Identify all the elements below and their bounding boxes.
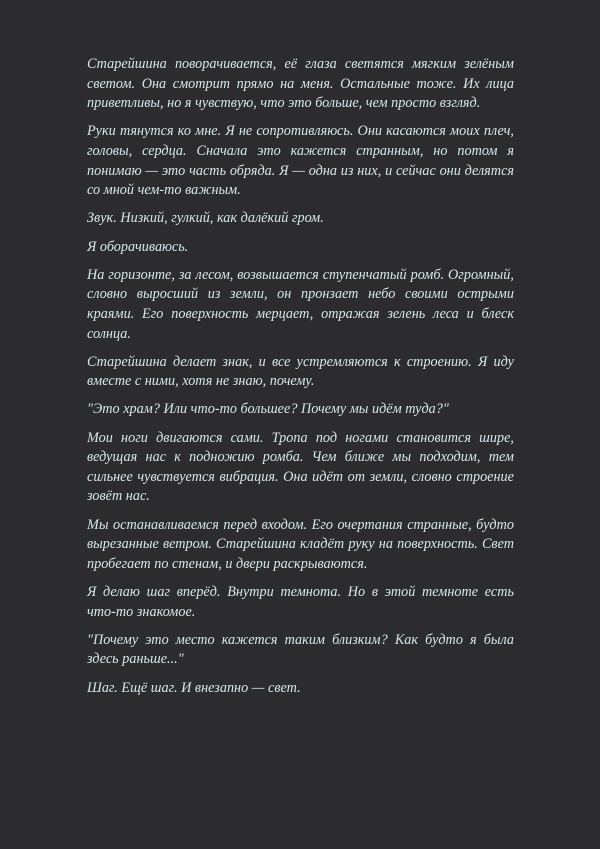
paragraph-temple-question: "Это храм? Или что-то большее? Почему мы идём туда?" xyxy=(87,401,449,418)
paragraph-elder-turns: Старейшина поворачивается, её глаза светятся мягким зелёным светом. Она смотрит прямо на меня. Остальные тоже. Их лица приветливы, но я чувствую, что это больше, чем просто взгляд. xyxy=(87,56,514,112)
paragraph-turn-around: Я оборачиваюсь. xyxy=(87,238,189,255)
paragraph-sound: Звук. Низкий, гулкий, как далёкий гром. xyxy=(87,210,324,227)
document-page xyxy=(87,55,514,707)
paragraph-light: Шаг. Ещё шаг. И внезапно — свет. xyxy=(87,679,301,696)
paragraph-elder-signals: Старейшина делает знак, и все устремляются к строению. Я иду вместе с ними, хотя не знаю, почему. xyxy=(87,353,514,390)
paragraph-step-forward: Я делаю шаг вперёд. Внутри темнота. Но в этой темноте есть что-то знакомое. xyxy=(87,584,514,620)
paragraph-familiar-question: "Почему это место кажется таким близким? Как будто я была здесь раньше..." xyxy=(87,631,514,668)
paragraph-entrance: Мы останавливаемся перед входом. Его очертания странные, будто вырезанные ветром. Старейшина кладёт руку на поверхность. Свет пробегает по стенам, и двери раскрываются. xyxy=(87,516,514,572)
paragraph-horizon-rhombus: На горизонте, за лесом, возвышается ступенчатый ромб. Огромный, словно выросший из земли, он пронзает небо своими острыми краями. Его поверхность мерцает, отражая зелень леса и блеск солнца. xyxy=(87,266,514,342)
paragraph-hands-reach: Руки тянутся ко мне. Я не сопротивляюсь. Они касаются моих плеч, головы, сердца. Сначала это кажется странным, но потом я понимаю — это часть обряда. Я — одна из них, и сейчас они делятся со мной чем-то важным. xyxy=(87,123,514,199)
paragraph-path-widens: Мои ноги двигаются сами. Тропа под ногами становится шире, ведущая нас к подножию ромба. Чем ближе мы подходим, тем сильнее чувствуется вибрация. Она идёт от земли, словно строение зовёт нас. xyxy=(87,429,514,505)
